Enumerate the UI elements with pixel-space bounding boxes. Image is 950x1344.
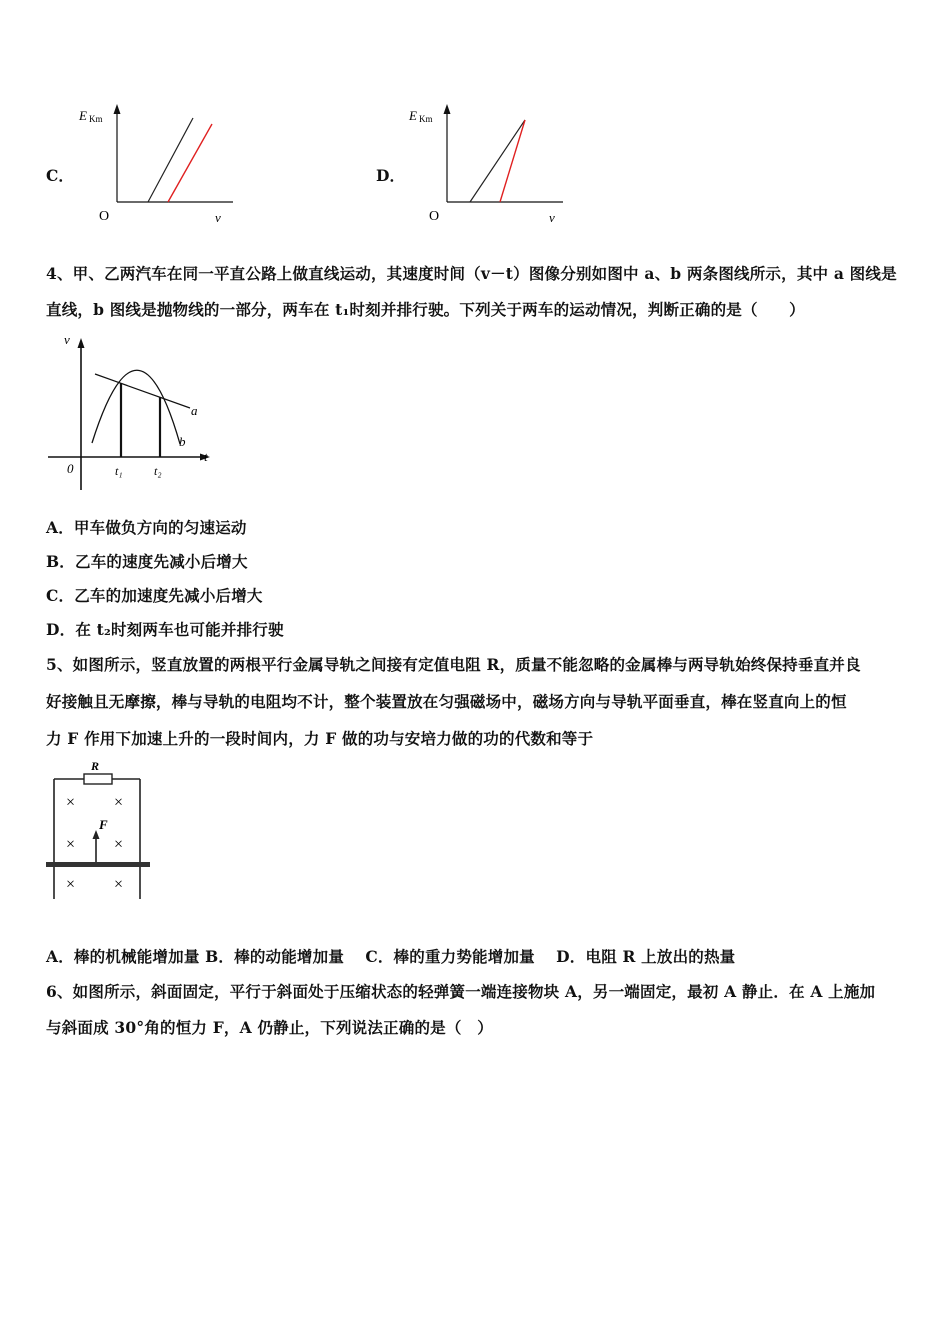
option-c-y-axis: E	[79, 108, 87, 123]
curve-b	[92, 370, 180, 444]
option-d-red-line	[500, 120, 525, 202]
q5-stem-line-3: 力 F 作用下加速上升的一段时间内，力 F 做的功与安培力做的功的代数和等于	[46, 729, 594, 748]
q5-stem-line-2: 好接触且无摩擦，棒与导轨的电阻均不计，整个装置放在匀强磁场中，磁场方向与导轨平面垂直，棒在竖直向上的恒	[46, 692, 847, 711]
resistor-symbol	[84, 774, 112, 784]
q5-options: A．棒的机械能增加量 B．棒的动能增加量 C．棒的重力势能增加量 D．电阻 R 上放出的热量	[46, 947, 736, 966]
q5-circuit-figure	[42, 757, 157, 907]
q4-option-d: D．在 t₂时刻两车也可能并排行驶	[46, 620, 284, 639]
field-mark: ×	[66, 876, 76, 893]
t2-label: t₂	[154, 464, 162, 478]
field-mark: ×	[114, 876, 124, 893]
q4-stem-line-1: 4、甲、乙两汽车在同一平直公路上做直线运动，其速度时间（v－t）图像分别如图中 a、b 两条图线所示，其中 a 图线是	[46, 264, 897, 283]
curve-a-label: a	[191, 403, 198, 418]
q4-stem-line-2: 直线，b 图线是抛物线的一部分，两车在 t₁时刻并排行驶。下列关于两车的运动情况，判断正确的是（ ）	[46, 300, 805, 319]
resistor-label: R	[91, 759, 100, 773]
q6-stem-line-1: 6、如图所示，斜面固定，平行于斜面处于压缩状态的轻弹簧一端连接物块 A，另一端固定，最初 A 静止．在 A 上施加	[46, 982, 876, 1001]
option-c-x-axis: v	[215, 210, 221, 225]
curve-b-label: b	[179, 434, 186, 449]
q6-stem-line-2: 与斜面成 30°角的恒力 F，A 仍静止，下列说法正确的是（ ）	[46, 1018, 493, 1037]
option-c-y-sub: Km	[89, 114, 103, 124]
force-label: F	[99, 817, 108, 832]
metal-rod	[46, 862, 150, 867]
graph-option-d	[405, 100, 565, 225]
option-d-label: D．	[376, 166, 405, 185]
q4-option-a: A．甲车做负方向的匀速运动	[46, 518, 247, 537]
q4-option-b: B．乙车的速度先减小后增大	[46, 552, 248, 571]
option-c-origin: O	[99, 209, 110, 224]
option-c-label: C．	[46, 166, 74, 185]
option-c-red-line	[168, 124, 212, 202]
origin-label: 0	[67, 461, 74, 476]
t-axis-label: t	[204, 449, 208, 464]
field-mark: ×	[114, 836, 124, 853]
t1-label: t₁	[115, 464, 123, 478]
option-d-y-axis: E	[409, 108, 417, 123]
field-mark: ×	[114, 794, 124, 811]
q5-stem-line-1: 5、如图所示，竖直放置的两根平行金属导轨之间接有定值电阻 R，质量不能忽略的金属棒与两导轨始终保持垂直并良	[46, 655, 861, 674]
q4-option-c: C．乙车的加速度先减小后增大	[46, 586, 263, 605]
v-axis-label: v	[64, 332, 70, 347]
field-mark: ×	[66, 836, 76, 853]
option-d-origin: O	[429, 209, 440, 224]
option-d-x-axis: v	[549, 210, 555, 225]
q4-vt-graph	[40, 330, 220, 495]
field-mark: ×	[66, 794, 76, 811]
option-c-black-line	[148, 118, 193, 202]
graph-option-c	[75, 100, 235, 225]
line-a	[95, 374, 190, 408]
option-d-black-line	[470, 120, 525, 202]
option-d-y-sub: Km	[419, 114, 433, 124]
